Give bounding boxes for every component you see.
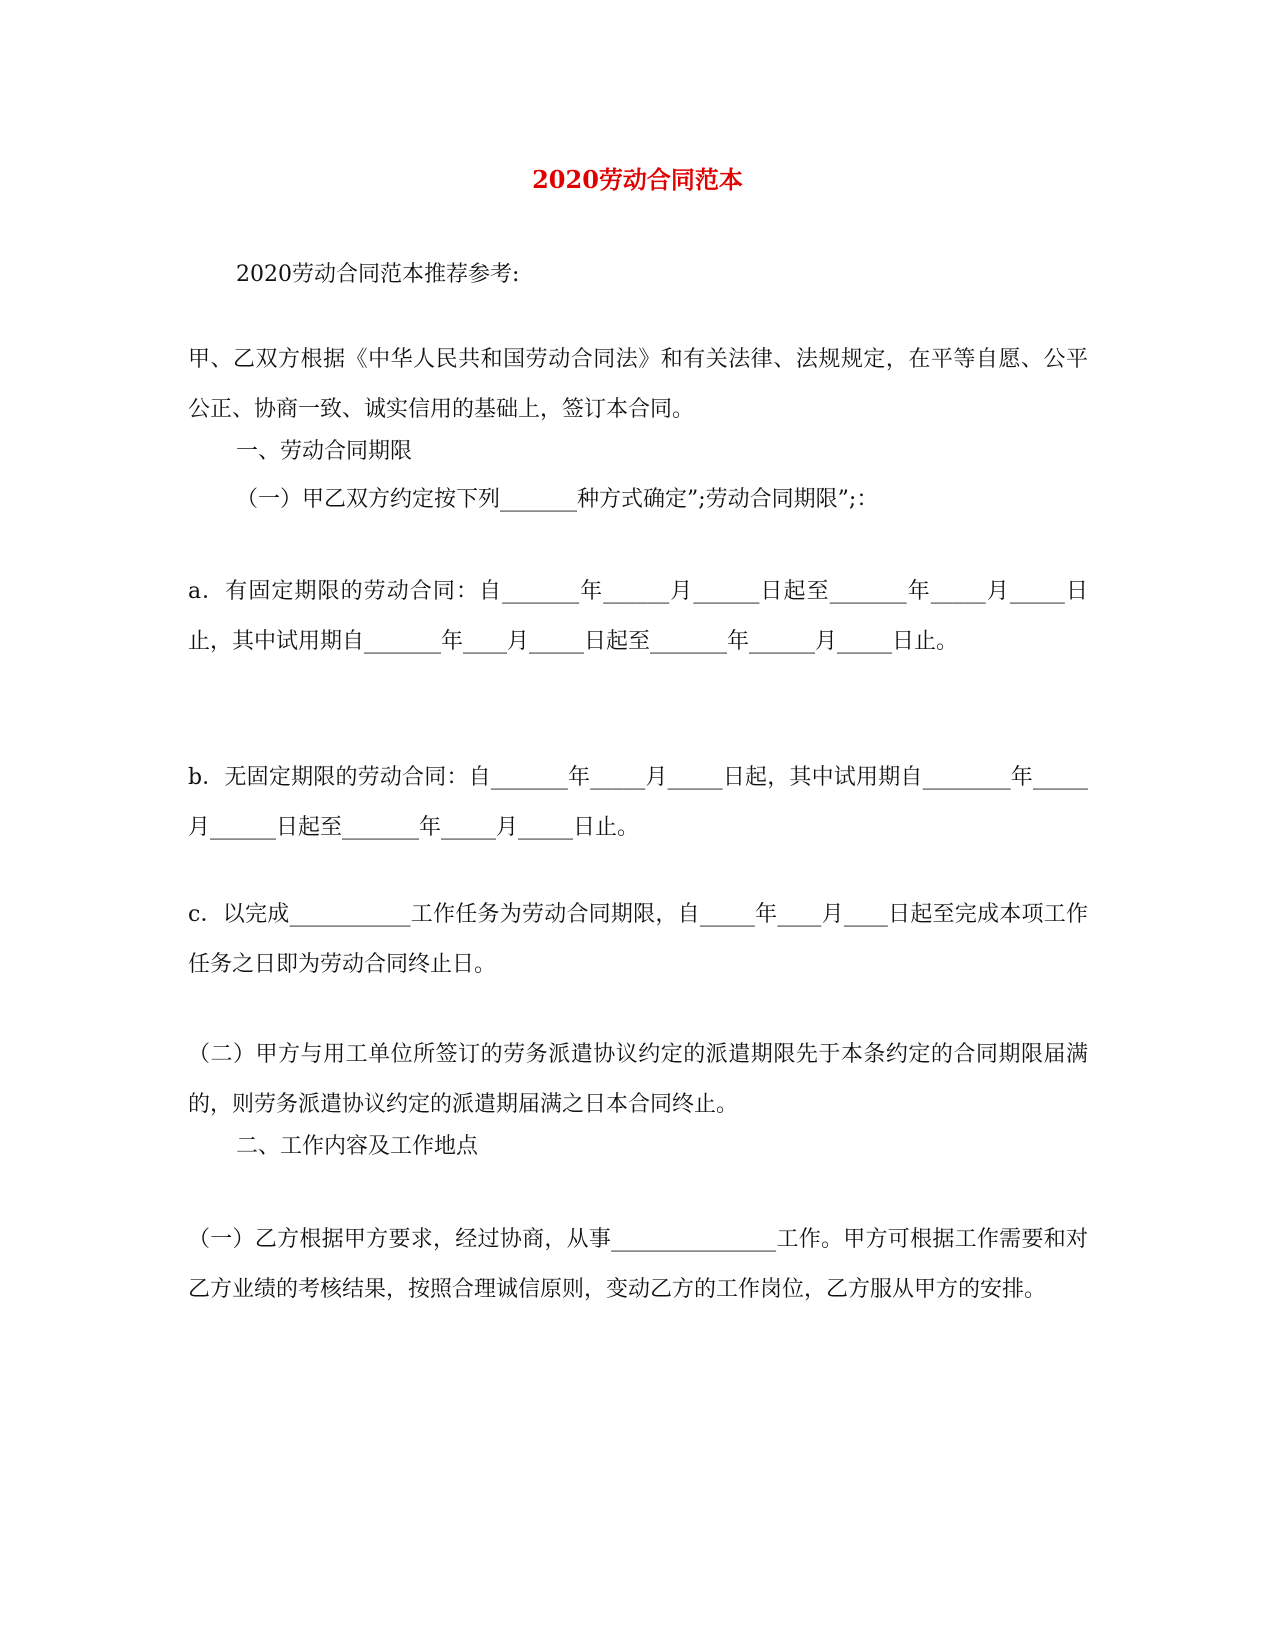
clause-b-paragraph: b．无固定期限的劳动合同：自_______年_____月_____日起，其中试用期自________年_____月______日起至_______年_____月_____日止。 [188, 765, 1088, 840]
preamble-paragraph: 甲、乙双方根据《中华人民共和国劳动合同法》和有关法律、法规规定，在平等自愿、公平公正、协商一致、诚实信用的基础上，签订本合同。 [188, 347, 1088, 422]
section-2-clause-1: （一）乙方根据甲方要求，经过协商，从事_______________工作。甲方可根据工作需要和对乙方业绩的考核结果，按照合理诚信原则，变动乙方的工作岗位，乙方服从甲方的安排。 [188, 1227, 1088, 1302]
section-1-clause-2: （二）甲方与用工单位所签订的劳务派遣协议约定的派遣期限先于本条约定的合同期限届满的，则劳务派遣协议约定的派遣期届满之日本合同终止。 [188, 1042, 1088, 1117]
clause-c-paragraph: c．以完成___________工作任务为劳动合同期限，自_____年____月____日起至完成本项工作任务之日即为劳动合同终止日。 [188, 902, 1088, 977]
section-1-heading: 一、劳动合同期限 [236, 439, 413, 464]
section-1-clause-1: （一）甲乙双方约定按下列_______种方式确定”;劳动合同期限”;： [236, 487, 879, 512]
intro-paragraph: 2020劳动合同范本推荐参考: [236, 262, 520, 287]
section-2-heading: 二、工作内容及工作地点 [236, 1134, 479, 1159]
clause-a-paragraph: a．有固定期限的劳动合同：自_______年______月______日起至_______年_____月_____日止，其中试用期自_______年____月_____日起至_______年______月_____日止。 [188, 579, 1088, 654]
document-title: 2020劳动合同范本 [532, 165, 743, 194]
